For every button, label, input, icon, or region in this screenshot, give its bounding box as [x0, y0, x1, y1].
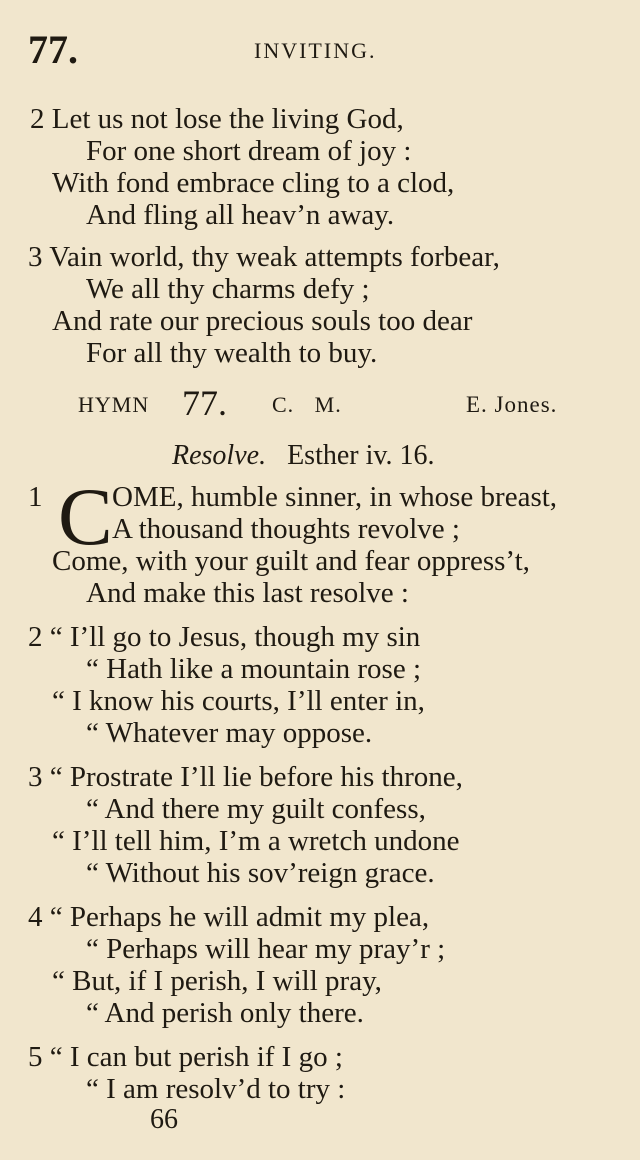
verse-line: 2 “ I’ll go to Jesus, though my sin — [28, 621, 421, 653]
scripture-reference: Esther iv. 16. — [287, 440, 435, 471]
page-number: 66 — [150, 1104, 178, 1135]
verse-line: And rate our precious souls too dear — [52, 305, 473, 337]
verse-line: For all thy wealth to buy. — [86, 337, 378, 369]
verse-line: OME, humble sinner, in whose breast, — [112, 481, 558, 513]
hymn-composer: E. Jones. — [466, 392, 558, 417]
verse-line: 3 “ Prostrate I’ll lie before his throne, — [28, 761, 463, 793]
verse-line: “ I’ll tell him, I’m a wretch undone — [52, 825, 460, 857]
verse-line: And make this last resolve : — [86, 577, 409, 609]
verse-line: Come, with your guilt and fear oppress’t, — [52, 545, 530, 577]
hymn-subtitle — [172, 440, 435, 472]
hymn-label: HYMN — [78, 392, 150, 417]
verse-line: “ And there my guilt confess, — [86, 793, 426, 825]
verse-line: 2 Let us not lose the living God, — [30, 103, 404, 135]
verse-line: “ But, if I perish, I will pray, — [52, 965, 382, 997]
verse-line: “ I know his courts, I’ll enter in, — [52, 685, 425, 717]
verse-line: “ I am resolv’d to try : — [86, 1073, 346, 1105]
hymn-meter: C. M. — [272, 392, 342, 417]
running-head: INVITING. — [254, 38, 377, 63]
hymn-number: 77. — [182, 383, 227, 423]
verse-line: We all thy charms defy ; — [86, 273, 370, 305]
verse-line: “ Perhaps will hear my pray’r ; — [86, 933, 446, 965]
verse-line: A thousand thoughts revolve ; — [112, 513, 460, 545]
verse-line: “ And perish only there. — [86, 997, 364, 1029]
verse-line: “ Whatever may oppose. — [86, 717, 373, 749]
verse-line: With fond embrace cling to a clod, — [52, 167, 455, 199]
verse-line: 4 “ Perhaps he will admit my plea, — [28, 901, 430, 933]
stanza-number: 1 — [28, 481, 43, 513]
verse-line: “ Without his sov’reign grace. — [86, 857, 435, 889]
verse-line: 5 “ I can but perish if I go ; — [28, 1041, 343, 1073]
drop-cap: C — [58, 471, 113, 562]
verse-line: And fling all heav’n away. — [86, 199, 395, 231]
header-number: 77. — [28, 27, 78, 72]
verse-line: 3 Vain world, thy weak attempts forbear, — [28, 241, 500, 273]
verse-line: For one short dream of joy : — [86, 135, 412, 167]
hymn-subject: Resolve. — [172, 440, 267, 471]
verse-line: “ Hath like a mountain rose ; — [86, 653, 422, 685]
